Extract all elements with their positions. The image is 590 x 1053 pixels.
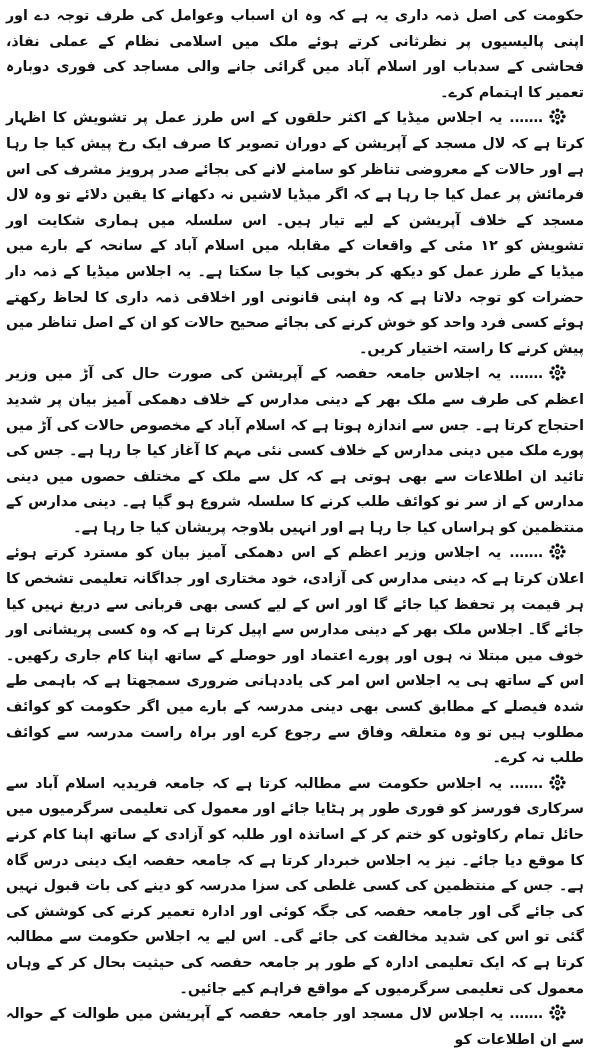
flower-bullet-icon <box>549 108 566 125</box>
paragraph-text: یہ اجلاس جامعہ حفصہ کے آپریشن کی صورت حال کی آڑ میں وزیر اعظم کی طرف سے ملک بھر کے دینی مدارس کے خلاف دھمکی آمیز بیان پر شدید احتجاج کرتا ہے۔ جس سے اندازہ ہوتا ہے کہ اسلام آباد کے مخصوص حالات کی آڑ میں پورے ملک میں دینی مدارس کے خلاف کسی نئی مہم کا آغاز کیا جا رہا ہے۔ جس کی تائید ان اطلاعات سے بھی ہوتی ہے کہ کل سے ملک کے مختلف حصوں میں دینی مدارس کے از سر نو کوائف طلب کرنے کا سلسلہ شروع ہو گیا ہے۔ دینی مدارس کے منتظمین کو ہراساں کیا جا رہا ہے اور انہیں بلاوجہ پریشان کیا جا رہا ہے۔ <box>6 366 584 536</box>
document-page <box>6 4 584 1048</box>
paragraph <box>6 4 584 106</box>
paragraph <box>6 772 584 1002</box>
paragraph-text: یہ اجلاس لال مسجد اور جامعہ حفصہ کے آپریشن میں طوالت کے حوالہ سے ان اطلاعات کو <box>6 1006 584 1048</box>
paragraph-text: یہ اجلاس میڈیا کے اکثر حلقوں کے اس طرز عمل پر تشویش کا اظہار کرتا ہے کہ لال مسجد کے آپریشن کے دوران تصویر کا صرف ایک رخ پیش کیا جا رہا ہے اور حالات کے معروضی تناظر کو سامنے لانے کی بجائے صدر پرویز مشرف کی اس فرمائش پر عمل کیا جا رہا ہے کہ اگر میڈیا لاشیں نہ دکھانے کا یقین دلائے تو وہ لال مسجد کے خلاف آپریشن کے لیے تیار ہیں۔ اس سلسلہ میں ہماری شکایت اور تشویش کو ۱۲ مئی کے واقعات کے مقابلہ میں اسلام آباد کے سانحہ کے بارے میں میڈیا کے طرز عمل کو دیکھ کر بخوبی کیا جا سکتا ہے۔ یہ اجلاس میڈیا کے ذمہ دار حضرات کو توجہ دلاتا ہے کہ وہ اپنی قانونی اور اخلاقی ذمہ داری کا لحاظ رکھتے ہوئے کسی فرد واحد کو خوش کرنے کی بجائے صحیح حالات کو ان کے اصل تناظر میں پیش کرنے کا راستہ اختیار کریں۔ <box>6 110 584 357</box>
paragraph-text: یہ اجلاس حکومت سے مطالبہ کرتا ہے کہ جامعہ فریدیہ اسلام آباد سے سرکاری فورسز کو فوری طور پر ہٹایا جائے اور معمول کی تعلیمی سرگرمیوں میں حائل تمام رکاوٹوں کو ختم کر کے اساتذہ اور طلبہ کو آزادی کے ساتھ اپنا کام کرنے کا موقع دیا جائے۔ نیز یہ اجلاس خبردار کرتا ہے کہ جامعہ حفصہ ایک دینی درس گاہ ہے۔ جس کے منتظمین کی کسی غلطی کی سزا مدرسہ کو دینے کی بات قبول نہیں کی جائے گی اور جامعہ حفصہ کی جگہ کوئی اور ادارہ تعمیر کرنے کی کوشش کی گئی تو اس کی شدید مخالفت کی جائے گی۔ اس لیے یہ اجلاس حکومت سے مطالبہ کرتا ہے کہ ایک تعلیمی ادارہ کے طور پر جامعہ حفصہ کی حیثیت بحال کر کے وہاں معمول کی تعلیمی سرگرمیوں کے مواقع فراہم کیے جائیں۔ <box>6 775 584 997</box>
paragraph-lead-dots: ……. <box>509 545 543 562</box>
flower-bullet-icon <box>549 1004 566 1021</box>
paragraph-text: یہ اجلاس وزیر اعظم کے اس دھمکی آمیز بیان کو مسترد کرتے ہوئے اعلان کرتا ہے کہ دینی مدارس کی آزادی، خود مختاری اور جداگانہ تعلیمی تشخص کا ہر قیمت پر تحفظ کیا جائے گا اور اس کے لیے کسی بھی قربانی سے دریغ نہیں کیا جائے گا۔ اجلاس ملک بھر کے دینی مدارس سے اپیل کرتا ہے کہ وہ کسی پریشانی اور خوف میں مبتلا نہ ہوں اور پورے اعتماد اور حوصلے کے ساتھ اپنا کام جاری رکھیں۔ اس کے ساتھ ہی یہ اجلاس اس امر کی یاددہانی ضروری سمجھتا ہے کہ باہمی طے شدہ فیصلے کے مطابق کسی بھی دینی مدرسہ کے بارے میں اگر حکومت کو کوائف مطلوب ہیں تو وہ متعلقہ وفاق سے رجوع کرے اور براہ راست مدرسہ سے کوائف طلب نہ کرے۔ <box>6 545 584 767</box>
paragraph-lead-dots: ……. <box>509 366 543 383</box>
paragraph-lead-dots: ……. <box>509 1006 543 1023</box>
paragraph <box>6 1002 584 1053</box>
flower-bullet-icon <box>549 543 566 560</box>
flower-bullet-icon <box>549 364 566 381</box>
paragraph <box>6 106 584 362</box>
paragraph-lead-dots: ……. <box>509 775 543 792</box>
paragraph-lead-dots: ……. <box>509 110 543 127</box>
paragraph-text: حکومت کی اصل ذمہ داری یہ ہے کہ وہ ان اسباب وعوامل کی طرف توجہ دے اور اپنی پالیسیوں پر نظرثانی کرتے ہوئے ملک میں اسلامی نظام کے عملی نفاذ، فحاشی کے سدباب اور اسلام آباد میں گرائی جانے والی مساجد کی فوری دوبارہ تعمیر کا اہتمام کرے۔ <box>6 8 584 101</box>
paragraph <box>6 541 584 771</box>
flower-bullet-icon <box>549 774 566 791</box>
paragraph <box>6 362 584 541</box>
